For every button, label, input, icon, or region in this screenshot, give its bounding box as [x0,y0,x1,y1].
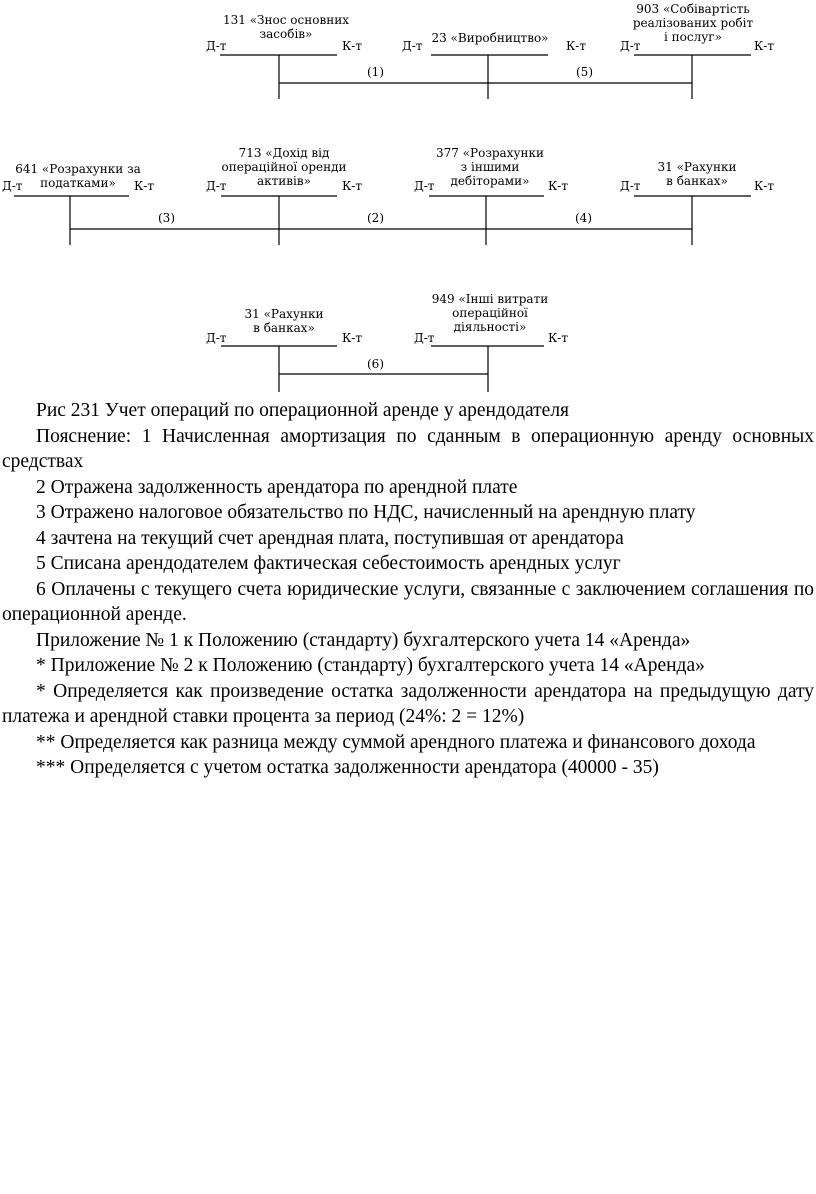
account-title-line: реалізованих робіт [632,16,754,30]
credit-label: К-т [548,179,568,193]
explanation-paragraph: 2 Отражена задолженность арендатора по арендной плате [36,476,518,498]
operation-label: (5) [576,65,593,79]
account-title-line: операційної [452,306,528,320]
debit-label: Д-т [402,39,423,53]
credit-label: К-т [342,39,362,53]
debit-label: Д-т [2,179,23,193]
operation-label: (2) [367,211,384,225]
account-title-line: в банках» [666,174,728,188]
t-account-377 [414,146,568,245]
debit-label: Д-т [620,39,641,53]
explanation-text [2,398,814,781]
operation-label: (1) [367,65,384,79]
explanation-paragraph: ** Определяется как разница между суммой арендного платежа и финансового дохода [36,731,756,753]
account-title-line: 31 «Рахунки [657,160,737,174]
credit-label: К-т [566,39,586,53]
t-account-131 [206,13,362,99]
account-title-line: активів» [257,174,311,188]
account-title-line: діяльності» [453,320,527,334]
credit-label: К-т [548,331,568,345]
figure-caption: Рис 231 Учет операций по операционной аренде у арендодателя [36,400,570,421]
debit-label: Д-т [206,39,227,53]
account-title-line: в банках» [253,321,315,335]
explanation-paragraph: *** Определяется с учетом остатка задолженности арендатора (40000 - 35) [36,757,659,778]
debit-label: Д-т [414,179,435,193]
account-title-line: з іншими [460,160,520,174]
explanation-paragraph: 6 Оплачены с текущего счета юридические услуги, связанные с заключением соглашения по операционной аренде. [2,578,814,625]
account-title-line: 131 «Знос основних [223,13,349,27]
explanation-paragraph: 5 Списана арендодателем фактическая себестоимость арендных услуг [36,553,621,574]
account-title-line: 949 «Інші витрати [431,292,549,306]
explanation-paragraph: * Приложение № 2 к Положению (стандарту) бухгалтерского учета 14 «Аренда» [36,655,705,676]
debit-label: Д-т [206,179,227,193]
operation-label: (3) [158,211,175,225]
account-title-line: 903 «Собівартість [636,2,750,16]
explanation-paragraph: 3 Отражено налоговое обязательство по НДС, начисленный на арендную плату [36,502,696,523]
t-account-713 [206,146,362,245]
account-title-line: 641 «Розрахунки за [15,162,141,176]
debit-label: Д-т [620,179,641,193]
operation-label: (4) [575,211,592,225]
credit-label: К-т [754,179,774,193]
account-title-line: 31 «Рахунки [244,307,324,321]
credit-label: К-т [754,39,774,53]
account-title-line: 377 «Розрахунки [435,146,545,160]
credit-label: К-т [342,179,362,193]
explanation-paragraph: Приложение № 1 к Положению (стандарту) бухгалтерского учета 14 «Аренда» [36,629,691,651]
t-account-949 [414,292,568,392]
t-account-903 [620,2,774,99]
account-title-line: податками» [40,176,116,190]
operation-label: (6) [367,357,384,371]
credit-label: К-т [342,331,362,345]
t-account-23 [402,31,586,99]
t-account-641 [2,162,154,245]
account-title-line: 23 «Виробництво» [431,31,549,45]
account-title-line: і послуг» [664,30,722,44]
t-account-31-b [206,307,362,392]
account-title-line: 713 «Дохід від [238,146,330,160]
t-accounts-diagram [0,0,816,400]
credit-label: К-т [134,179,154,193]
explanation-paragraph: Пояснение: 1 Начисленная амортизация по сданным в операционную аренду основных средствах [2,425,814,472]
account-title-line: дебіторами» [450,174,530,188]
explanation-paragraph: * Определяется как произведение остатка задолженности арендатора на предыдущую дату платежа и арендной ставки процента за период (24%: 2 = 12%) [2,680,814,727]
debit-label: Д-т [206,331,227,345]
t-account-31 [620,160,774,245]
account-title-line: засобів» [259,27,313,41]
debit-label: Д-т [414,331,435,345]
explanation-paragraph: 4 зачтена на текущий счет арендная плата, поступившая от арендатора [36,527,624,549]
account-title-line: операційної оренди [221,160,347,174]
